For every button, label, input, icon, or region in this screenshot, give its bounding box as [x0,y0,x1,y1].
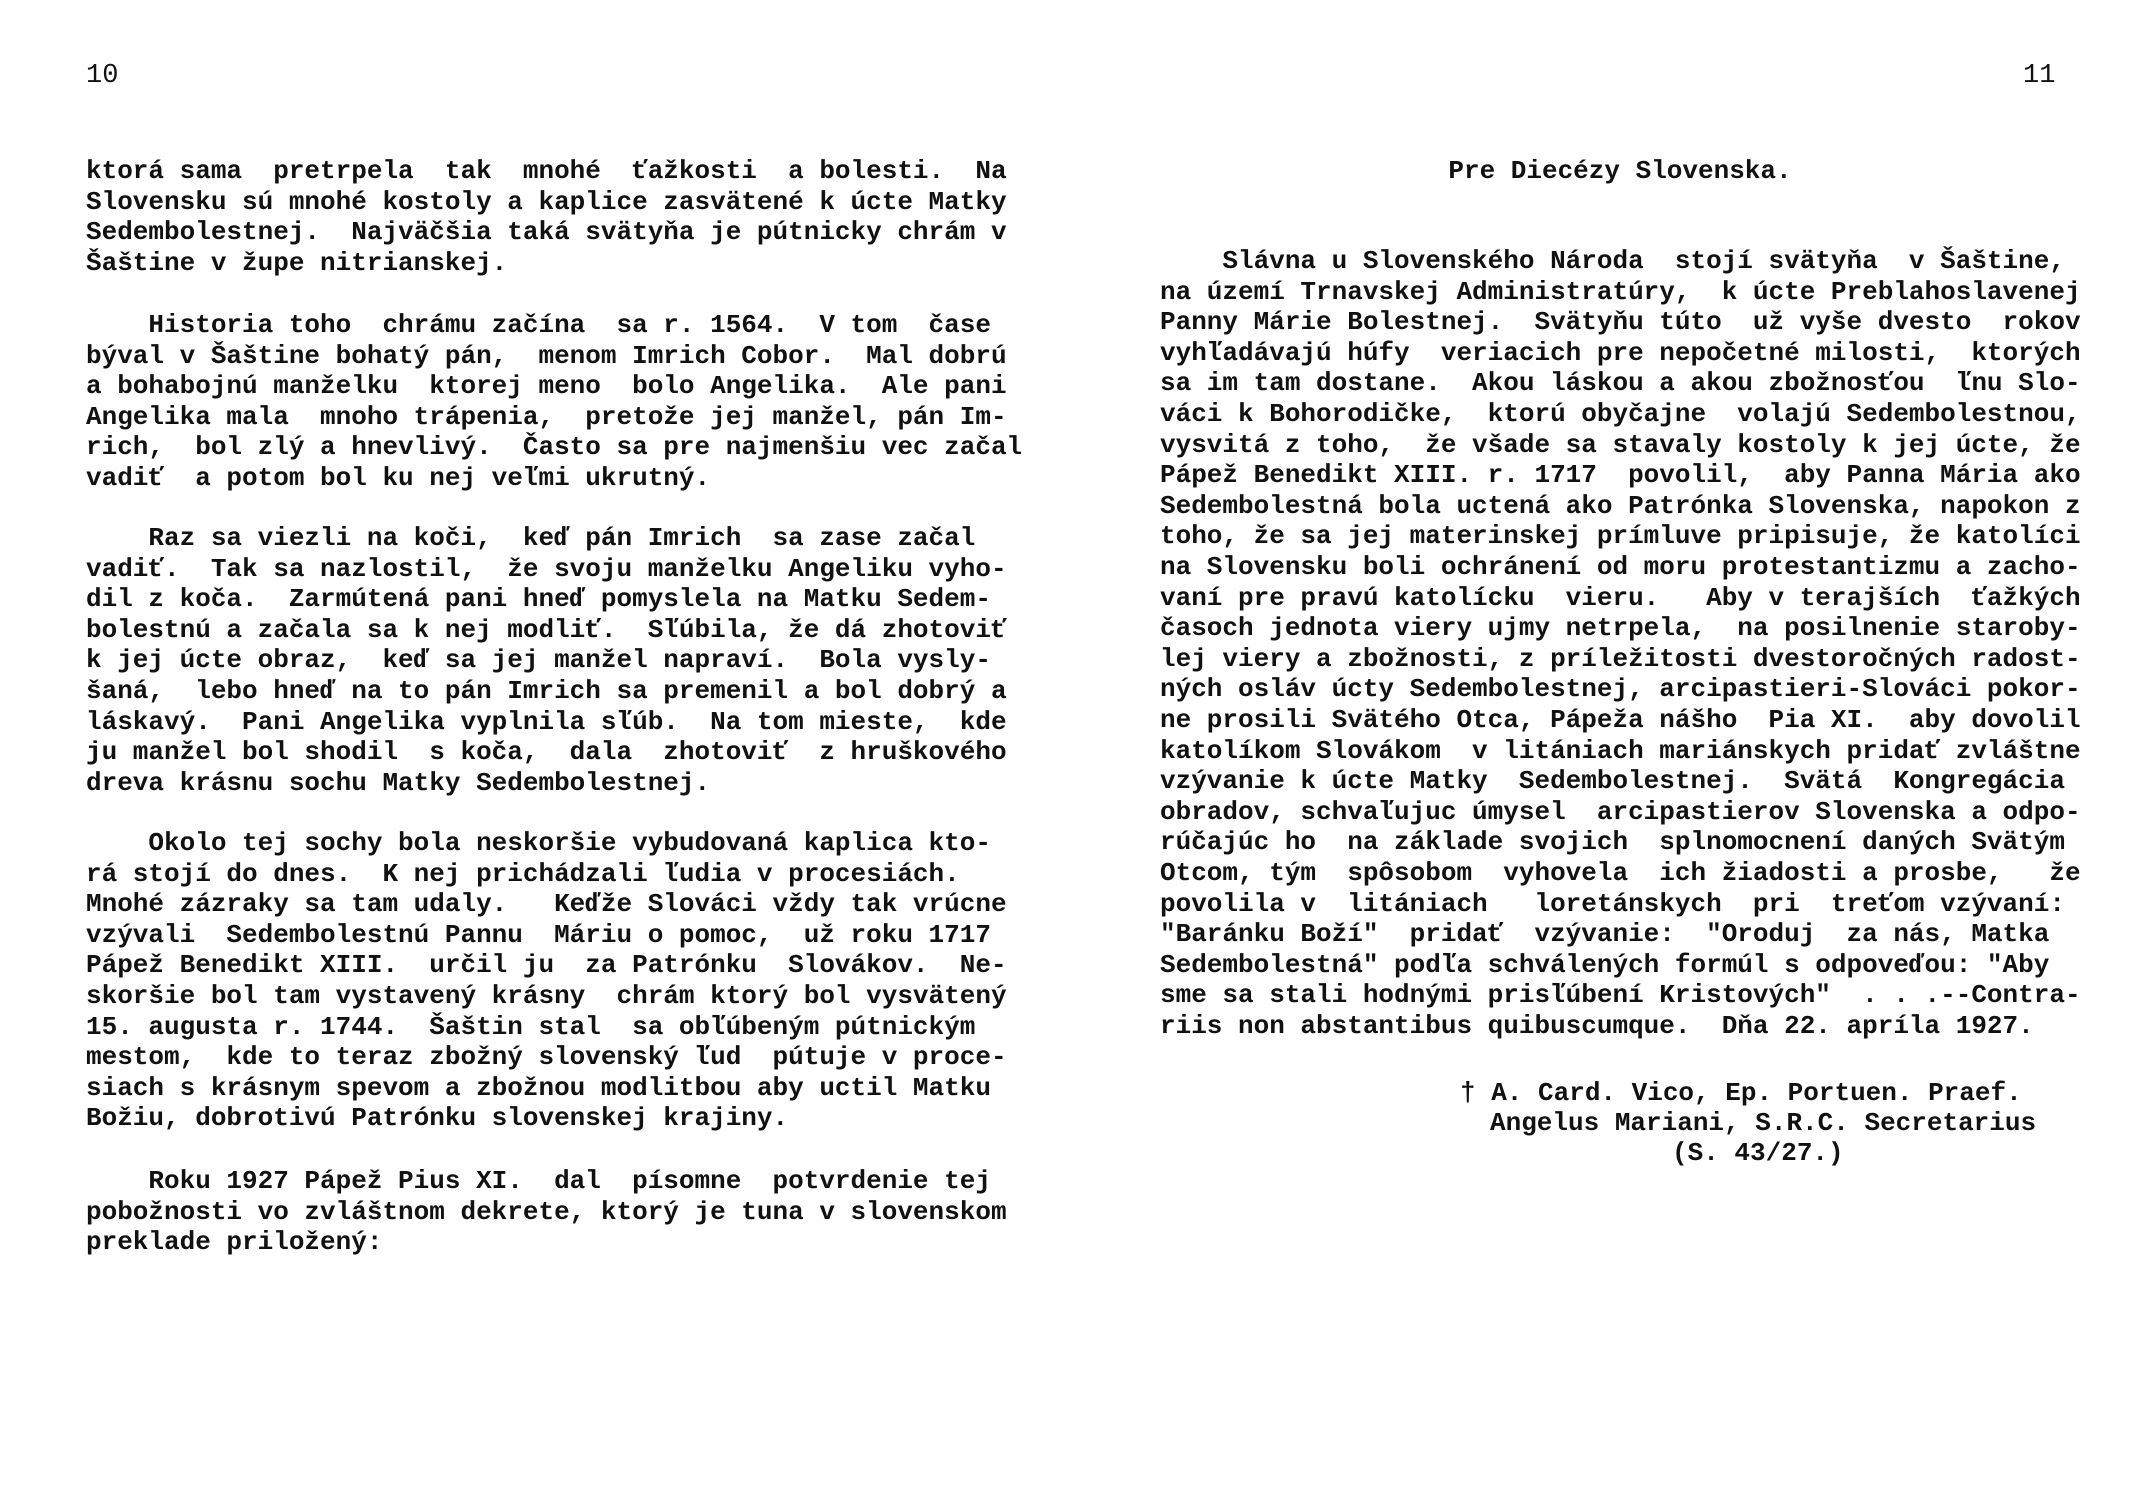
text-line: toho, že sa jej materinskej prímluve pripisuje, že katolíci [1160,521,2081,552]
text-line: vzývali Sedembolestnú Pannu Máriu o pomoc, už roku 1717 [86,919,991,950]
text-line: Pápež Benedikt XIII. určil ju za Patrónku Slovákov. Ne- [86,950,1007,981]
text-line: na Slovensku boli ochránení od moru protestantizmu a zacho- [1160,552,2081,582]
text-line: Roku 1927 Pápež Pius XI. dal písomne potvrdenie tej [86,1166,991,1196]
text-line: láskavý. Pani Angelika vyplnila sľúb. Na tom mieste, kde [86,706,1007,737]
text-line: vyhľadávajú húfy veriacich pre nepočetné milosti, ktorých [1160,337,2081,368]
text-line: Sedembolestná bola uctená ako Patrónka Slovenska, napokon z [1160,490,2081,521]
text-line: "Baránku Boží" pridať vzývanie: "Oroduj za nás, Matka [1160,919,2050,950]
text-line: ju manžel bol shodil s koča, dala zhotoviť z hruškového [86,737,1007,768]
text-line: váci k Bohorodičke, ktorú obyčajne volajú Sedembolestnou, [1160,399,2081,429]
text-line: mestom, kde to teraz zbožný slovenský ľud pútuje v proce- [86,1042,1007,1073]
text-line: skoršie bol tam vystavený krásny chrám ktorý bol vysvätený [86,981,1007,1011]
text-line: vysvitá z toho, že všade sa stavaly kostoly k jej úcte, že [1160,429,2081,460]
text-line: Historia toho chrámu začína sa r. 1564. V tom čase [86,310,991,340]
text-line: Sedembolestnej. Najväčšia taká svätyňa je pútnicky chrám v [86,217,1007,248]
text-line: býval v Šaštine bohatý pán, menom Imrich Cobor. Mal dobrú [86,340,1007,371]
text-line: siach s krásnym spevom a zbožnou modlitbou aby uctil Matku [86,1072,991,1103]
text-line: časoch jednota viery ujmy netrpela, na posilnenie staroby- [1160,613,2081,644]
signature-line: (S. 43/27.) [1672,1138,1844,1168]
signature-line: Angelus Mariani, S.R.C. Secretarius [1490,1108,2037,1138]
text-line: ktorá sama pretrpela tak mnohé ťažkosti a bolesti. Na [86,156,1007,186]
text-line: rich, bol zlý a hnevlivý. Často sa pre najmenšiu vec začal [86,432,1023,463]
text-line: vadiť a potom bol ku nej veľmi ukrutný. [86,463,711,493]
text-line: Slovensku sú mnohé kostoly a kaplice zasvätené k úcte Matky [86,186,1007,217]
text-line: vzývanie k úcte Matky Sedembolestnej. Svätá Kongregácia [1160,766,2065,797]
text-line: pobožnosti vo zvláštnom dekrete, ktorý je tuna v slovenskom [86,1196,1007,1227]
page-number-right: 11 [2023,61,2056,91]
page-number-left: 10 [86,61,119,91]
text-line: na území Trnavskej Administratúry, k úcte Preblahoslavenej [1160,276,2081,307]
text-line: preklade priložený: [86,1227,383,1258]
text-line: ne prosili Svätého Otca, Pápeža nášho Pia XI. aby dovolil [1160,705,2081,735]
text-line: 15. augusta r. 1744. Šaštin stal sa obľúbeným pútnickým [86,1011,976,1042]
text-line: Mnohé zázraky sa tam udaly. Keďže Slováci vždy tak vrúcne [86,889,1007,920]
text-line: bolestnú a začala sa k nej modliť. Sľúbila, že dá zhotoviť [86,614,1007,645]
text-line: lej viery a zbožnosti, z príležitosti dvestoročných radost- [1160,643,2081,674]
text-line: Raz sa viezli na koči, keď pán Imrich sa zase začal [86,523,976,553]
text-line: rá stojí do dnes. K nej prichádzali ľudia v procesiách. [86,858,960,889]
text-line: Panny Márie Bolestnej. Svätyňu túto už vyše dvesto rokov [1160,307,2081,338]
text-line: sme sa stali hodnými prisľúbení Kristových" . . .--Contra- [1160,980,2081,1011]
text-line: povolila v litániach loretánskych pri treťom vzývaní: [1160,888,2065,919]
text-line: a bohabojnú manželku ktorej meno bolo Angelika. Ale pani [86,371,1007,402]
text-line: sa im tam dostane. Akou láskou a akou zbožnosťou ľnu Slo- [1160,368,2081,399]
text-line: ných osláv úcty Sedembolestnej, arcipastieri-Slováci pokor- [1160,674,2081,705]
text-line: katolíkom Slovákom v litániach mariánskych pridať zvláštne [1160,735,2081,766]
text-line: Božiu, dobrotivú Patrónku slovenskej krajiny. [86,1103,789,1134]
text-line: vaní pre pravú katolícku vieru. Aby v terajších ťažkých [1160,582,2081,613]
text-line: Okolo tej sochy bola neskoršie vybudovaná kaplica kto- [86,828,991,858]
text-line: Otcom, tým spôsobom vyhovela ich žiadosti a prosbe, že [1160,858,2081,888]
decree-heading: Pre Diecézy Slovenska. [1448,156,1792,186]
text-line: Slávna u Slovenského Národa stojí svätyňa v Šaštine, [1160,246,2065,276]
text-line: šaná, lebo hneď na to pán Imrich sa premenil a bol dobrý a [86,676,1007,706]
text-line: Šaštine v župe nitrianskej. [86,247,508,278]
text-line: Angelika mala mnoho trápenia, pretože jej manžel, pán Im- [86,401,1007,432]
text-line: riis non abstantibus quibuscumque. Dňa 22. apríla 1927. [1160,1011,2034,1041]
text-line: dil z koča. Zarmútená pani hneď pomyslela na Matku Sedem- [86,584,991,615]
text-line: Pápež Benedikt XIII. r. 1717 povolil, aby Panna Mária ako [1160,460,2081,491]
text-line: Sedembolestná" podľa schválených formúl s odpoveďou: "Aby [1160,949,2050,980]
text-line: k jej úcte obraz, keď sa jej manžel napraví. Bola vysly- [86,645,991,676]
text-line: dreva krásnu sochu Matky Sedembolestnej. [86,767,711,798]
signature-line: † A. Card. Vico, Ep. Portuen. Praef. [1460,1078,2022,1108]
text-line: rúčajúc ho na základe svojich splnomocnení daných Svätým [1160,827,2065,858]
text-line: vadiť. Tak sa nazlostil, že svoju manželku Angeliku vyho- [86,553,1007,584]
text-line: obradov, schvaľujuc úmysel arcipastierov Slovenska a odpo- [1160,796,2081,827]
